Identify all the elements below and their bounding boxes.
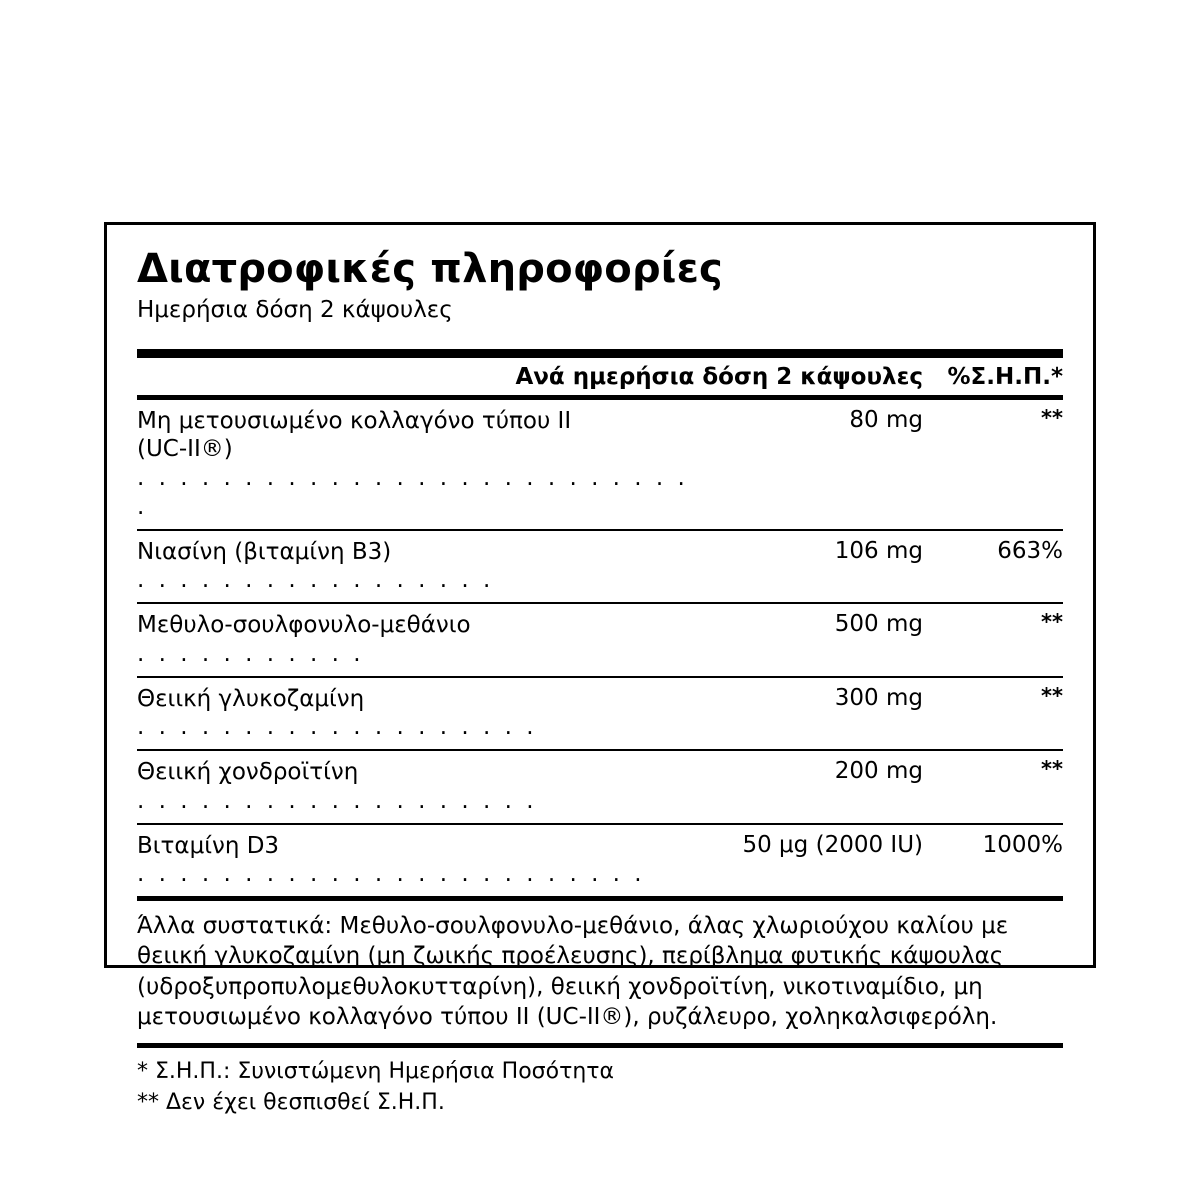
nutrient-name-cell: [137, 750, 693, 824]
leader-dots: . . . . . . . . . . . . . . . . . . . . . . . . . . .: [137, 465, 689, 520]
nutrient-amount: 500 mg: [693, 603, 933, 677]
nutrient-name-line2: (UC-II®): [137, 436, 233, 463]
nutrient-amount: 300 mg: [693, 677, 933, 751]
nutrient-daily-value: **: [933, 603, 1063, 677]
serving-size-text: Ημερήσια δόση 2 κάψουλες: [137, 297, 453, 323]
nutrient-table: [137, 400, 1063, 897]
leader-dots: . . . . . . . . . . . . . . . . . . .: [137, 787, 538, 814]
other-ingredients-text: Άλλα συστατικά: Μεθυλο-σουλφονυλο-μεθάνιο, άλας χλωριούχου καλίου με θειική γλυκοζαμίνη (μη ζωικής προέλευσης), περίβλημα φυτικής κάψουλας (υδροξυπροπυλομεθυλοκυτταρίνη), θειική χονδροϊτίνη, νικοτιναμίδιο, μη μετουσιωμένο κολλαγόνο τύπου II (UC-II®), ρυζάλευρο, χοληκαλσιφερόλη.: [137, 913, 1009, 1031]
footnotes: [137, 1048, 1063, 1118]
nutrient-name: Μεθυλο-σουλφονυλο-μεθάνιο: [137, 612, 471, 639]
nutrient-name: Θειική χονδροϊτίνη: [137, 759, 359, 786]
header-daily-value-label: %Σ.Η.Π.*: [947, 363, 1063, 390]
nutrient-daily-value: 663%: [933, 530, 1063, 604]
table-row: [137, 603, 1063, 677]
leader-dots: . . . . . . . . . . .: [137, 640, 365, 667]
panel-title: Διατροφικές πληροφορίες: [137, 246, 723, 292]
nutrient-daily-value: **: [933, 400, 1063, 530]
nutrient-name-cell: [137, 824, 693, 897]
table-row: [137, 677, 1063, 751]
nutrient-name-cell: [137, 603, 693, 677]
nutrient-name: Βιταμίνη D3: [137, 832, 280, 859]
leader-dots: . . . . . . . . . . . . . . . . . . .: [137, 714, 538, 741]
nutrient-name: Μη μετουσιωμένο κολλαγόνο τύπου II: [137, 407, 572, 434]
table-row: [137, 750, 1063, 824]
nutrient-name: Νιασίνη (βιταμίνη Β3): [137, 538, 392, 565]
divider-thick-top: [137, 349, 1063, 358]
table-row: [137, 530, 1063, 604]
nutrient-name-cell: [137, 677, 693, 751]
leader-dots: . . . . . . . . . . . . . . . . .: [137, 567, 494, 594]
nutrient-daily-value: **: [933, 677, 1063, 751]
nutrient-amount: 50 μg (2000 IU): [742, 831, 923, 858]
nutrient-amount: 106 mg: [693, 530, 933, 604]
nutrition-facts-panel: [104, 222, 1096, 1116]
panel-inner: [137, 247, 1063, 1120]
nutrient-daily-value: **: [933, 750, 1063, 824]
nutrient-name: Θειική γλυκοζαμίνη: [137, 685, 365, 712]
footnote-not-established: ** Δεν έχει θεσπισθεί Σ.Η.Π.: [137, 1090, 445, 1116]
nutrient-name-cell: [137, 530, 693, 604]
table-row: [137, 400, 1063, 530]
nutrient-daily-value: 1000%: [982, 831, 1063, 858]
table-row: [137, 824, 1063, 897]
nutrient-amount: 80 mg: [693, 400, 933, 530]
nutrient-amount: 200 mg: [693, 750, 933, 824]
table-header-row: [137, 358, 1063, 395]
header-amount-label: Ανά ημερήσια δόση 2 κάψουλες: [515, 363, 923, 390]
nutrient-name-cell: [137, 400, 693, 530]
footnote-daily-value: * Σ.Η.Π.: Συνιστώμενη Ημερήσια Ποσότητα: [137, 1058, 615, 1084]
leader-dots: . . . . . . . . . . . . . . . . . . . . . . . .: [137, 861, 646, 888]
